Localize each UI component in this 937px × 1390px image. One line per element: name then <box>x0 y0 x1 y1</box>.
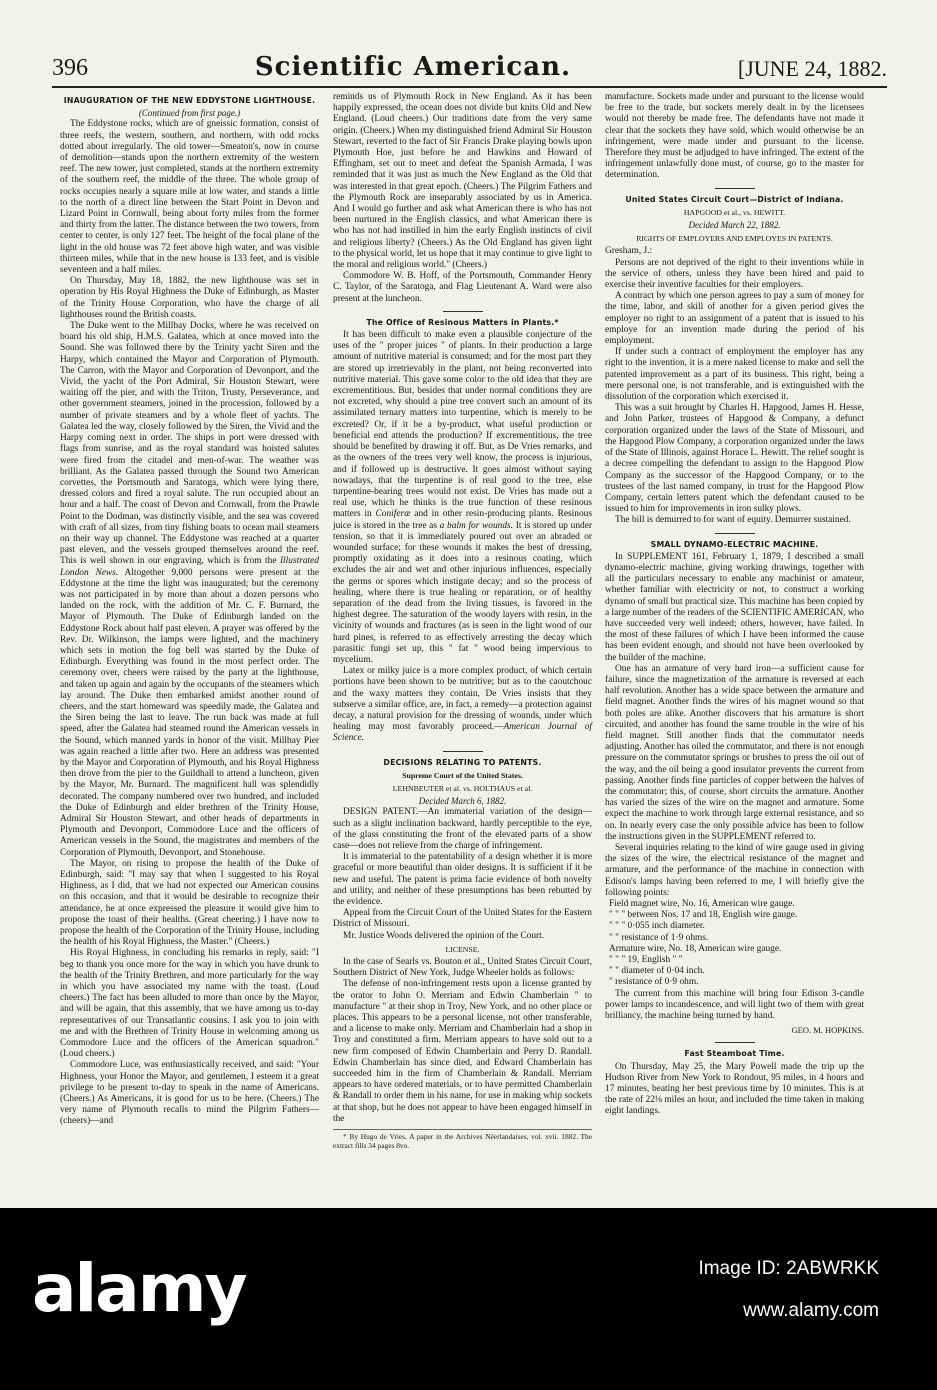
spec-line: " " " 0·055 inch diameter. <box>609 921 705 932</box>
article-paragraph: The Duke went to the Millbay Docks, where he was received on board his old ship, H.M.S. Galatea, which at once moved into the Sound. She was followed there by the Trinity yacht Siren and the Harpy, which contained the Mayor and Corporation of Plymouth. The Carron, with the Mayor and Corporation of Devonport, and the Vivid, the yacht of the Port Admiral, Sir Houston Stewart, were waiting off the pier, and with the Triton, Trusty, Perseverance, and other government steamers, joined in the procession, followed by a number of private steamers and by a whole fleet of yachts. The Galatea led the way, closely followed by the Siren, the Vivid and the Harpy coming next in order. The ships in port were dressed with flags from sunrise, and as the royal standard was hoisted salutes were fired from the citadel and men-of-war. The weather was brilliant. As the Galatea passed through the Sound two American corvettes, the Portsmouth and Saratoga, which were lying there, dressed colors and fired a royal salute. The run occupied about an hour and a half. The coast of Devon and Cornwall, from the Prawle Point to the Dodman, was distinctly visible, and the sea was covered with craft of all sizes, from tiny fishing boats to ocean mail steamers on their way up channel. The Eddystone was reached at a quarter past eleven, and the vessels grouped themselves around the reef. This is well shown in our engraving, which is from the Illustrated London News. Altogether 9,000 persons were present at the Eddystone at the time the light was inaugurated; but the ceremony was not participated in by more than about a dozen persons who landed on the rock, with the addition of Mr. C. F. Burnard, the Mayor of Plymouth. The Duke of Edinburgh landed on the Eddystone Rock about half past eleven. A prayer was offered by the Rev. Dr. Wilkinson, the lamps were lighted, and the machinery which sets in motion the fog bell was started by the Duke of Edinburgh. Everything was found in the most perfect order. The ceremony over, cheers were raised by the party at the lighthouse, and taken up again and again by the occupants of the steamers which lay around. The Duke then embarked amidst another round of cheers, and the start homeward was speedily made, the Galatea and the Siren being the last to leave. The run back was made at full speed, after the Galatea had steamed round the American vessels in the Sound, which manned yards in honor of the visit. Millbay Pier was again reached a little after two. Here an address was presented by the Mayor and Corporation of Plymouth, and his Royal Highness then drove from the pier to the Guildhall to attend a luncheon, given by the Mayor, Mr. Burnard. The magnificent hall was splendidly decorated. The company numbered over two hundred, and included the Duke of Edinburgh and elder brethren of the Trinity House, Admiral Sir Houston Stewart, and other heads of departments in Plymouth and Devonport, Commodore Luce and the officers of American vessels in the Sound, the magistrates and members of the Corporation of Plymouth, Devonport, and Stonehouse. <box>60 321 319 858</box>
indiana-court-headline: United States Circuit Court—District of Indiana. <box>625 194 844 204</box>
decisions-headline: DECISIONS RELATING TO PATENTS. <box>383 757 542 767</box>
wire-spec-list <box>605 899 864 989</box>
article-paragraph: Several inquiries relating to the kind of wire gauge used in giving the sizes of the wire, the electrical resistance of the magnet and armature, and the performance of the machine in connection with Edison's lamps having been referred to me, I will briefly give the following points: <box>605 843 864 898</box>
article-paragraph: If under such a contract of employment the employer has any right to the invention, it is a mere naked license to make and sell the patented improvement as a part of its business. This right, being a mere personal one, is not transferable, and is extinguished with the dissolution of the corporation which exercised it. <box>605 347 864 403</box>
article-paragraph: The Mayor, on rising to propose the health of the Duke of Edinburgh, said: "I may say that when I suggested to his Royal Highness, as I did, that we had not expected our American cousins on this occasion, and that it would be desirable to recognize their attendance, he at once expressed the pleasure it would give him to propose the toast of their healths. (Great cheering.) I have now to propose the health of the Corporation of the Trinity House, including the health of his Royal Highness, the Master." (Cheers.) <box>60 858 319 948</box>
spec-line: Armature wire, No. 18, American wire gauge. <box>609 943 782 954</box>
article-paragraph: manufacture. Sockets made under and pursuant to the license would be free to the trade, but sockets merely dealt in by the licensees would not thereby be made free. The defendants have not made it clear that the sockets they have sold, which would otherwise be an infringement, were made under and pursuant to the license. Therefore they must be adjudged to have infringed. The extent of the infringement unlawfully done must, of course, go to the master for determination. <box>605 92 864 181</box>
dynamo-headline: SMALL DYNAMO-ELECTRIC MACHINE. <box>650 539 819 549</box>
decision-date: Decided March 6, 1882. <box>418 796 507 807</box>
author-signature: GEO. M. HOPKINS. <box>791 1025 864 1036</box>
article-paragraph: reminds us of Plymouth Rock in New England. As it has been happily expressed, the ocean does not divide but knits Old and New England. (Loud cheers.) Our traditions date from the very same origin. (Cheers.) When my distinguished friend Admiral Sir Houston Stewart, reverted to the fact of Sir Francis Drake playing bowls upon Plymouth Hoe, just before he and Hawkins and Howard of Effingham, set out to meet and defeat the Spanish Armada, I was reminded that it was just as much the New England as the Old that was interested in that great epoch. (Cheers.) The Pilgrim Fathers and the Plymouth Rock are inseparably associated by us in America. And I would go further and ask what American there is who has not been nurtured in the English classics, and what American there is who has not had instilled in him the early English instincts of civil and religious liberty? (Cheers.) As the Old England has given light to the physical world, let us hope that it may continue to give light to the moral and religious world." (Cheers.) <box>333 92 592 271</box>
license-subhead: LICENSE. <box>445 944 480 954</box>
article-paragraph: DESIGN PATENT.—An immaterial variation of the design—such as a slight inclination backward, hardly perceptible to the eye, of the glass constituting the front of the elevated parts of a show case—does not relieve from the charge of infringement. <box>333 807 592 851</box>
article-paragraph: This was a suit brought by Charles H. Hapgood, James H. Hesse, and John Parker, trustees of Hapgood & Company, a defunct corporation organized under the laws of the State of Missouri, and the Hapgood Plow Company, a corporation organized under the laws of the State of Illinois, against Horace L. Hewitt. The relief sought is a decree compelling the defendant to assign to the Hapgood Plow Company as the successor of the Hapgood Company, or to the trustees of the last named company, in trust for the Hapgood Plow Company, certain letters patent which the defendant caused to be issued to him for improvements in iron sulky plows. <box>605 403 864 515</box>
watermark-url: www.alamy.com <box>743 1300 879 1321</box>
article-paragraph: A contract by which one person agrees to pay a sum of money for the time, labor, and skill of another for a given period gives the employer no right to an assignment of a patent that is issued to his employe for an invention made during the period of his employment. <box>605 291 864 347</box>
column-3 <box>605 92 864 1118</box>
spec-line: Field magnet wire, No. 16, American wire gauge. <box>609 899 795 910</box>
article-paragraph: The bill is demurred to for want of equity. Demurrer sustained. <box>615 515 851 526</box>
article-paragraph: Commodore Luce, was enthusiastically received, and said: "Your Highness, your Honor the Mayor, and gentlemen, I esteem it a great privilege to be present to-day to speak in the name of Americans. (Cheers.) As Americans, it is good for us to be here. (Cheers.) The very name of Plymouth recalls to mind the Pilgrim Fathers—(cheers)—and <box>60 1060 319 1127</box>
article-paragraph: The Eddystone rocks, which are of gneissic formation, consist of three reefs, the western, southern, and northern, with odd rocks dotted about irregularly. The old tower—Smeaton's, now in course of demolition—stands upon the northern extremity of the western reef. The new tower, just completed, stands at the northern extremity of the southern reef, the middle of the three. The whole group of rocks occupies nearly a square mile at low water, and stands a little to the north of a direct line between the Start Point in Devon and Lizard Point in Cornwall, being about forty miles from the former and thirty from the latter. The distance between the two towers, from center to center, is only 127 feet. The height of the focal plane of the light in the old house was 72 feet above high water, and was visible thirteen miles, while that in the new house is 133 feet, and is visible seventeen and a half miles. <box>60 119 319 276</box>
footnote: * By Hugo de Vries. A paper in the Archives Néerlandaises, vol. xvii. 1882. The extract fills 34 pages 8vo. <box>333 1129 592 1150</box>
masthead: Scientific American. <box>254 52 572 82</box>
spec-line: " " diameter of 0·04 inch. <box>609 966 705 977</box>
spec-line: " " resistance of 1·9 ohms. <box>609 932 709 943</box>
article-paragraph: Commodore W. B. Hoff, of the Portsmouth, Commander Henry C. Taylor, of the Saratoga, and Flag Lieutenant A. Ward were also present at the luncheon. <box>333 271 592 304</box>
spec-line: " " " 19, English " " <box>609 955 683 966</box>
article-paragraph: One has an armature of very hard iron—a sufficient cause for failure, since the magnetization of the armature is reversed at each half revolution. Another has a wide space between the armature and field magnet. Another finds the wires of his magnet wound so that both poles are alike. Another discovers that his armature is short circuited, and another has found the same trouble in the wire of his field magnet. Still another finds that the commutator needs adjusting. Another has oiled the commutator, and there is not enough pressure on the commutator springs or brushes to press the oil out of the way, and the oil being a good insulator prevents the current from passing. Another finds fine particles of copper between the halves of the commutator; this, of course, short circuits the armature. Another has varied the sizes of the wire on the magnet and armature. Some expect the machine to work through large external resistance, and so on. In nearly every case the only possible advice has been to follow the instructions given in the SUPPLEMENT referred to. <box>605 663 864 842</box>
article-paragraph: His Royal Highness, in concluding his remarks in reply, said: "I beg to thank you once more for the way in which you have drunk to the health of the Trinity Brethren, and more particularly for the way in which you have associated my name with the toast. (Loud cheers.) The fact has been alluded to more than once by the Mayor, and will be again, that this assembly, that we have among us to-day representatives of our Transatlantic cousins. I ask you to join with me and with the Brethren of Trinity House in welcoming among us Commodore Luce and the officers of the American squadron." (Loud cheers.) <box>60 948 319 1060</box>
case-title: HAPGOOD et al., vs. HEWITT. <box>683 207 786 217</box>
article-paragraph: In the case of Searls vs. Bouton et al., United States Circuit Court, Southern District of New York, Judge Wheeler holds as follows: <box>333 957 592 979</box>
article-paragraph: It has been difficult to make even a plausible conjecture of the uses of the " proper juices " of plants. In their production a large amount of nutritive material is consumed; and for the most part they are stored up irretrievably in the plant, not being reconverted into nutritive material. This gave some color to the old idea that they are excrementitious. But, besides that under normal conditions they are not excreted, why should a pine tree convert such an amount of its assimilated ternary matters into turpentine, which is merely to be excreted? Or, if it be a by-product, what useful production or beneficial end attends the production? If excrementitious, the tree should be benefited by drawing it off. But, as De Vries remarks, and as the owners of the trees very well know, the process is injurious, and if followed up is destructive. It goes almost without saying nowadays, that the turpentine is of real good to the tree, else turpentine-bearing trees would not exist. De Vries has made out a real use, which he thinks is the true function of these resinous matters in Coniferæ and in other resin-producing plants. Resinous juice is stored in the tree as a balm for wounds. It is stored up under tension, so that it is immediately poured out over an abraded or wounded surface; for these wounds it makes the best of dressing, promptly oxidating as it does into a resinous coating, which excludes the air and wet and other injurious influences, especially the germs or spores which instigate decay; and so the process of healing, where there is true healing or reparation, or of healthy separation of the dead from the living tissues, is favored in the highest degree. The saturation of the woody layers with resin, in the vicinity of wounds and fractures (as is seen in the light wood of our hard pines, is referred to as effectively arresting the decay which parasitic fungi set up, this " fat " wood being impervious to mycelium. <box>333 330 592 665</box>
resin-headline: The Office of Resinous Matters in Plants.* <box>366 317 559 327</box>
page-header <box>52 38 887 82</box>
decision-date: Decided March 22, 1882. <box>688 220 781 231</box>
article-paragraph: Latex or milky juice is a more complex product, of which certain portions have been shown to be nutritive; but as to the caoutchouc and the waxy matters they contain, De Vries insists that they subserve a similar office, are, in fact, a remedy—a protection against decay, a natural provision for the dressing of wounds, under which healing may most favorably proceed.—American Journal of Science. <box>333 666 592 744</box>
court-name: Supreme Court of the United States. <box>402 770 523 780</box>
continued-note: (Continued from first page.) <box>138 108 241 119</box>
image-id: Image ID: 2ABWRKK <box>698 1258 879 1279</box>
article-paragraph: On Thursday, May 25, the Mary Powell made the trip up the Hudson River from New York to Rondout, 95 miles, in 4 hours and 17 minutes, beating her best previous time by 10 minutes. This is at the rate of 22⅛ miles an hour, and included the time taken in making eight landings. <box>605 1061 864 1117</box>
article-paragraph: Mr. Justice Woods delivered the opinion of the Court. <box>343 930 545 941</box>
spec-line: " resistance of 0·9 ohm. <box>609 977 699 988</box>
article-paragraph: Appeal from the Circuit Court of the United States for the Eastern District of Missouri. <box>333 908 592 930</box>
section-divider <box>715 1042 755 1043</box>
lighthouse-headline: INAUGURATION OF THE NEW EDDYSTONE LIGHTHOUSE. <box>63 96 316 105</box>
steamboat-headline: Fast Steamboat Time. <box>684 1049 785 1059</box>
spec-line: " " " between Nos. 17 and 18, English wire gauge. <box>609 910 798 921</box>
article-paragraph: On Thursday, May 18, 1882, the new lighthouse was set in operation by His Royal Highness the Duke of Edinburgh, as Master of the Trinity House Corporation, who have the charge of all lighthouses round the British coasts. <box>60 276 319 320</box>
case-title: LEHNBEUTER et al. vs. HOLTHAUS et al. <box>392 783 533 793</box>
header-rule <box>52 86 887 88</box>
issue-date: [JUNE 24, 1882. <box>737 56 887 81</box>
column-1 <box>60 92 319 1128</box>
article-paragraph: It is immaterial to the patentability of a design whether it is more graceful or more beautiful than older designs. It is sufficient if it be new and useful. The patent is prima facie evidence of both novelty and utility, and neither of these presumptions has been rebutted by the evidence. <box>333 852 592 908</box>
rights-subhead: RIGHTS OF EMPLOYERS AND EMPLOYES IN PATENTS. <box>636 234 833 244</box>
section-divider <box>715 533 755 534</box>
section-divider <box>443 751 483 752</box>
judge-name: Gresham, J.: <box>605 246 653 257</box>
article-paragraph: The current from this machine will bring four Edison 3-candle power lamps to incandescence, and will light two of them with great brilliancy, the machine being turned by hand. <box>605 988 864 1022</box>
article-paragraph: The defense of non-infringement rests upon a license granted by the orator to John O. Merriam and Edwin Chamberlain " to manufacture " at their shop in Troy, New York, and no other place or places. This appears to be a personal license, not other transferable, and a license to make only. Merriam and Chamberlain had a shop in Troy and constituted a firm. Merriam appears to have sold out to a new firm composed of Edwin Chamberlain and Perry D. Randall. Edwin Chamberlain has since died, and Edward Chamberlain has succeeded him in the firm of Chamberlain & Randall. Merriam appears to have ordered materials, or to have permitted Chamberlain & Randall to order them in his name, for use in making whip sockets at that shop, but he does not appear to have been engaged himself in the <box>333 979 592 1124</box>
section-divider <box>443 311 483 312</box>
column-2 <box>333 92 592 1150</box>
article-paragraph: Persons are not deprived of the right to their inventions while in the service of others, unless they have been hired and paid to exercise their inventive faculties for their employers. <box>605 257 864 291</box>
section-divider <box>715 188 755 189</box>
page-number: 396 <box>52 55 88 81</box>
alamy-logo: alamy <box>32 1250 246 1327</box>
article-paragraph: In SUPPLEMENT 161, February 1, 1879, I described a small dynamo-electric machine, giving working drawings, together with all the particulars necessary to enable any machinist or amateur, whether familiar with electricity or not, to construct a working dynamo of small but practical size. This machine has been copied by a large number of the readers of the SCIENTIFIC AMERICAN, who have succeeded very well indeed; others, however, have failed. In the most of these failures of which I have been informed the cause has been evident enough, and should not have been overlooked by the builder of the machine. <box>605 551 864 663</box>
